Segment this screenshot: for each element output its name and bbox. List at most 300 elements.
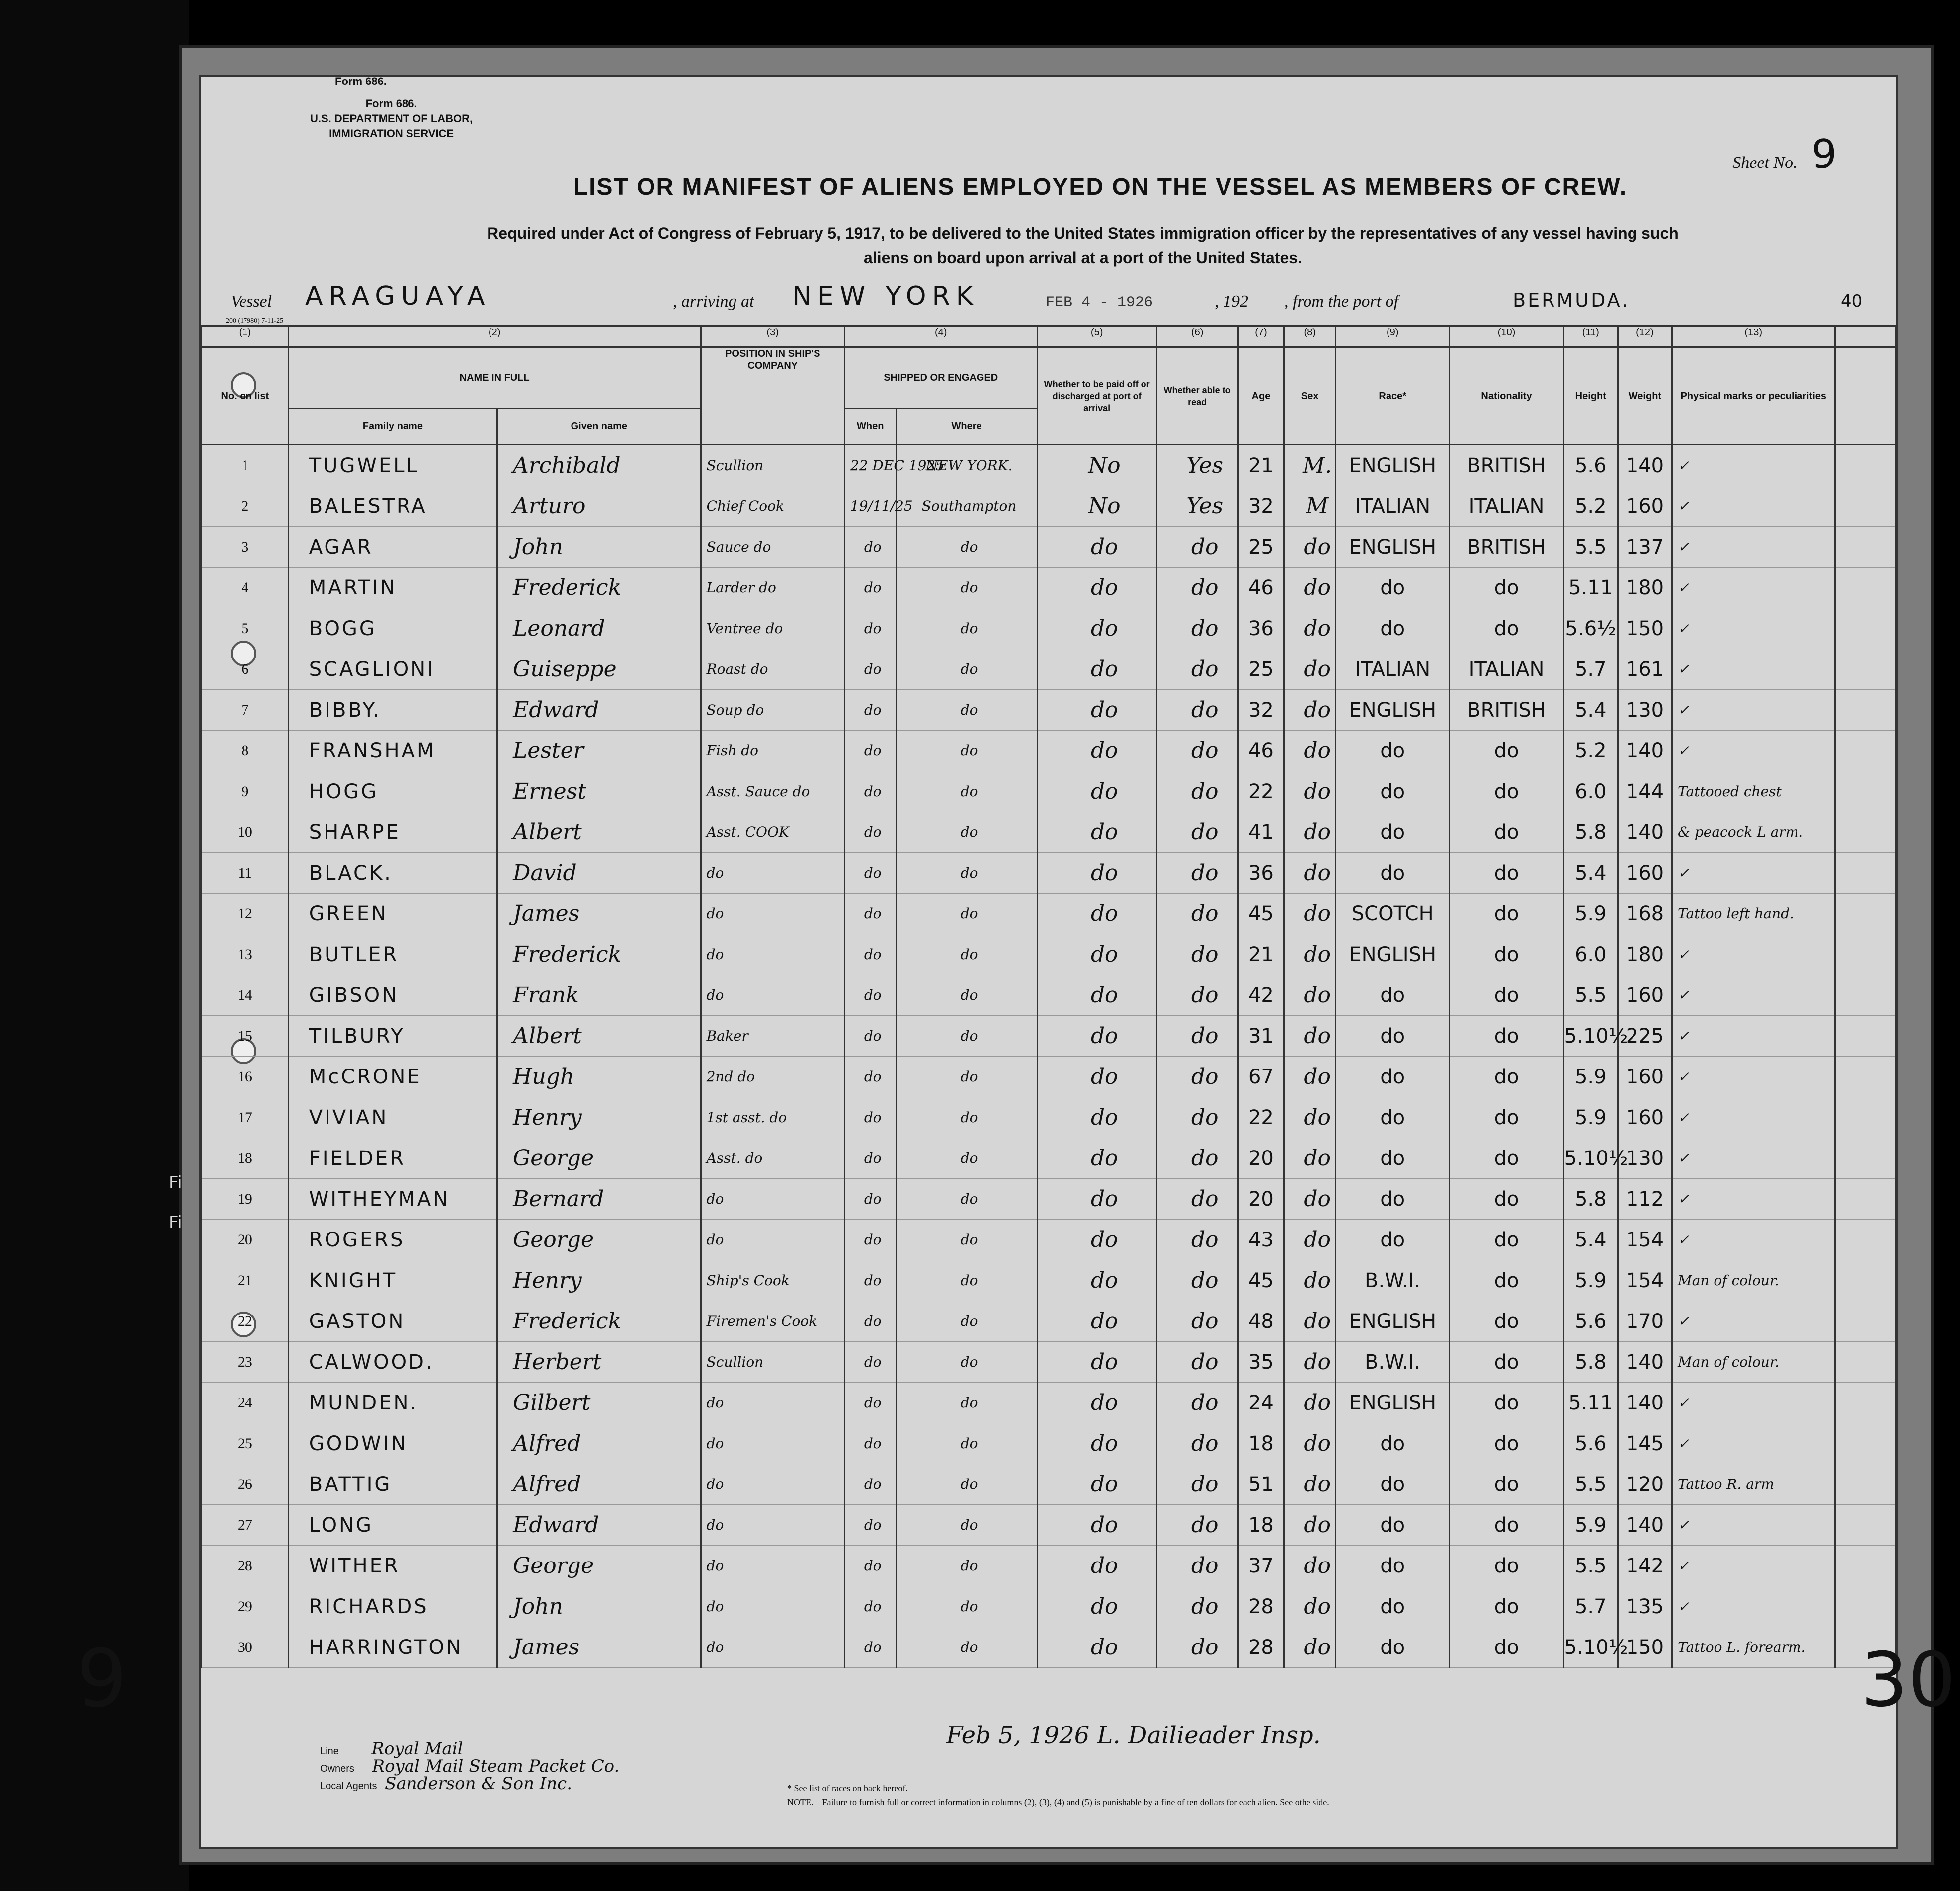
age: 20 (1238, 1179, 1284, 1220)
shipped-when: 22 DEC 1925 (844, 445, 896, 486)
able-to-read: do (1156, 1016, 1238, 1057)
able-to-read: do (1156, 1627, 1238, 1668)
position: Roast do (701, 649, 844, 690)
nationality: do (1450, 1342, 1563, 1383)
blank-cell (1835, 1016, 1895, 1057)
position: Asst. do (701, 1138, 844, 1179)
position: do (701, 1505, 844, 1546)
race: ENGLISH (1336, 445, 1450, 486)
height: 5.2 (1563, 731, 1618, 771)
race: ITALIAN (1336, 649, 1450, 690)
nationality: do (1450, 1505, 1563, 1546)
table-row (202, 445, 1896, 486)
blank-cell (1835, 853, 1895, 894)
weight: 150 (1618, 608, 1672, 649)
crew-number: 24 (202, 1383, 289, 1423)
position: 1st asst. do (701, 1097, 844, 1138)
table-row (202, 894, 1896, 934)
family-name: MARTIN (288, 568, 497, 608)
year-label: , 192 (1215, 292, 1248, 311)
family-name: HOGG (288, 771, 497, 812)
crew-number: 18 (202, 1138, 289, 1179)
age: 35 (1238, 1342, 1284, 1383)
column-number-row (202, 326, 1896, 347)
shipped-when: do (844, 812, 896, 853)
physical-marks: ✓ (1672, 1057, 1835, 1097)
shipped-when: do (844, 649, 896, 690)
weight: 161 (1618, 649, 1672, 690)
age: 18 (1238, 1505, 1284, 1546)
sex: do (1284, 1383, 1336, 1423)
nationality: BRITISH (1450, 527, 1563, 568)
nationality: do (1450, 1016, 1563, 1057)
family-name: BUTLER (288, 934, 497, 975)
table-row (202, 1220, 1896, 1260)
sheet-number-value: 9 (1811, 131, 1837, 177)
crew-table (201, 325, 1896, 1668)
physical-marks: Man of colour. (1672, 1342, 1835, 1383)
table-row (202, 1097, 1896, 1138)
given-name: Henry (497, 1260, 701, 1301)
position: do (701, 1546, 844, 1586)
given-name: Albert (497, 1016, 701, 1057)
weight: 140 (1618, 445, 1672, 486)
margin-fragment: Fi (169, 1213, 182, 1233)
sex: do (1284, 649, 1336, 690)
physical-marks: ✓ (1672, 527, 1835, 568)
able-to-read: do (1156, 853, 1238, 894)
binder-edge (0, 0, 189, 1891)
nationality: do (1450, 812, 1563, 853)
family-name: FRANSHAM (288, 731, 497, 771)
sex: do (1284, 690, 1336, 731)
table-row (202, 649, 1896, 690)
table-row (202, 1342, 1896, 1383)
age: 28 (1238, 1627, 1284, 1668)
age: 42 (1238, 975, 1284, 1016)
shipped-when: do (844, 690, 896, 731)
weight: 140 (1618, 1505, 1672, 1546)
weight: 137 (1618, 527, 1672, 568)
race: do (1336, 568, 1450, 608)
blank-cell (1835, 1220, 1895, 1260)
arrival-date-stamp: FEB 4 - 1926 (1046, 294, 1153, 311)
able-to-read: do (1156, 1423, 1238, 1464)
weight: 180 (1618, 934, 1672, 975)
crew-number: 13 (202, 934, 289, 975)
age: 36 (1238, 608, 1284, 649)
sex: do (1284, 1220, 1336, 1260)
shipped-where: do (896, 812, 1037, 853)
shipped-when: do (844, 934, 896, 975)
position: Chief Cook (701, 486, 844, 527)
given-name: Alfred (497, 1464, 701, 1505)
position: Asst. COOK (701, 812, 844, 853)
blank-cell (1835, 894, 1895, 934)
given-name: John (497, 527, 701, 568)
crew-number: 3 (202, 527, 289, 568)
table-row (202, 1546, 1896, 1586)
table-row (202, 568, 1896, 608)
nationality: BRITISH (1450, 445, 1563, 486)
shipped-where: do (896, 649, 1037, 690)
family-name: GREEN (288, 894, 497, 934)
crew-number: 25 (202, 1423, 289, 1464)
paid-off: do (1037, 1057, 1156, 1097)
position: do (701, 1627, 844, 1668)
paid-off: do (1037, 771, 1156, 812)
shipped-where: do (896, 1260, 1037, 1301)
blank-column (1835, 326, 1895, 347)
physical-marks: Tattooed chest (1672, 771, 1835, 812)
race: do (1336, 608, 1450, 649)
crew-number: 23 (202, 1342, 289, 1383)
age: 41 (1238, 812, 1284, 853)
crew-table-body (202, 445, 1896, 1668)
header-able-to-read: Whether able to read (1156, 347, 1238, 445)
nationality: do (1450, 731, 1563, 771)
height: 5.4 (1563, 690, 1618, 731)
able-to-read: do (1156, 649, 1238, 690)
height: 5.6 (1563, 445, 1618, 486)
crew-number: 17 (202, 1097, 289, 1138)
table-row (202, 608, 1896, 649)
crew-number: 4 (202, 568, 289, 608)
physical-marks: Tattoo L. forearm. (1672, 1627, 1835, 1668)
margin-fragment: Fi (169, 1173, 182, 1193)
blank-cell (1835, 1179, 1895, 1220)
vessel-line (226, 280, 1871, 325)
given-name: James (497, 1627, 701, 1668)
sex: do (1284, 934, 1336, 975)
race: do (1336, 812, 1450, 853)
race: do (1336, 1097, 1450, 1138)
subtitle-line: aliens on board upon arrival at a port of the United States. (864, 249, 1302, 267)
blank-cell (1835, 649, 1895, 690)
nationality: do (1450, 1138, 1563, 1179)
header-nationality: Nationality (1450, 347, 1563, 445)
blank-cell (1835, 486, 1895, 527)
physical-marks: ✓ (1672, 731, 1835, 771)
sex: do (1284, 527, 1336, 568)
column-number: (11) (1563, 326, 1618, 347)
shipped-when: do (844, 568, 896, 608)
shipped-where: do (896, 1423, 1037, 1464)
given-name: Guiseppe (497, 649, 701, 690)
blank-cell (1835, 1464, 1895, 1505)
crew-number: 10 (202, 812, 289, 853)
able-to-read: do (1156, 1586, 1238, 1627)
blank-cell (1835, 1260, 1895, 1301)
crew-number: 11 (202, 853, 289, 894)
physical-marks: ✓ (1672, 568, 1835, 608)
age: 37 (1238, 1546, 1284, 1586)
header-sex: Sex (1284, 347, 1336, 445)
nationality: ITALIAN (1450, 649, 1563, 690)
position: Scullion (701, 1342, 844, 1383)
given-name: James (497, 894, 701, 934)
height: 5.9 (1563, 1057, 1618, 1097)
weight: 160 (1618, 1057, 1672, 1097)
crew-number: 1 (202, 445, 289, 486)
manifest-sheet (77, 75, 1956, 1849)
age: 21 (1238, 934, 1284, 975)
blank-cell (1835, 1423, 1895, 1464)
footnote-fine: NOTE.—Failure to furnish full or correct information in columns (2), (3), (4) and (5) is punishable by a fine of ten dollars for each alien. See othe side. (787, 1797, 1329, 1807)
shipped-where: do (896, 1342, 1037, 1383)
position: Ship's Cook (701, 1260, 844, 1301)
footnote-races: * See list of races on back hereof. (787, 1783, 908, 1793)
given-name: George (497, 1546, 701, 1586)
shipped-when: do (844, 527, 896, 568)
from-label: , from the port of (1284, 292, 1399, 311)
column-number: (8) (1284, 326, 1336, 347)
age: 48 (1238, 1301, 1284, 1342)
age: 36 (1238, 853, 1284, 894)
owners-value: Royal Mail Steam Packet Co. (372, 1756, 620, 1776)
table-row (202, 934, 1896, 975)
given-name: Albert (497, 812, 701, 853)
age: 21 (1238, 445, 1284, 486)
paid-off: do (1037, 1179, 1156, 1220)
age: 67 (1238, 1057, 1284, 1097)
shipped-when: do (844, 1301, 896, 1342)
blank-cell (1835, 690, 1895, 731)
crew-number: 6 (202, 649, 289, 690)
height: 5.4 (1563, 1220, 1618, 1260)
position: do (701, 1220, 844, 1260)
shipped-where: do (896, 568, 1037, 608)
header-weight: Weight (1618, 347, 1672, 445)
crew-number: 9 (202, 771, 289, 812)
column-number: (4) (844, 326, 1037, 347)
position: Soup do (701, 690, 844, 731)
sex: do (1284, 1138, 1336, 1179)
header-position: POSITION IN SHIP'S COMPANY (701, 347, 844, 445)
height: 5.10½ (1563, 1138, 1618, 1179)
nationality: do (1450, 1097, 1563, 1138)
crew-number: 27 (202, 1505, 289, 1546)
family-name: BOGG (288, 608, 497, 649)
given-name: Frederick (497, 568, 701, 608)
shipped-when: do (844, 1546, 896, 1586)
shipped-where: do (896, 731, 1037, 771)
paid-off: do (1037, 1546, 1156, 1586)
able-to-read: do (1156, 894, 1238, 934)
nationality: do (1450, 771, 1563, 812)
family-name: GODWIN (288, 1423, 497, 1464)
height: 5.7 (1563, 1586, 1618, 1627)
page-subtitle (325, 221, 1841, 270)
race: B.W.I. (1336, 1260, 1450, 1301)
shipped-where: do (896, 1097, 1037, 1138)
shipped-when: do (844, 1423, 896, 1464)
shipped-where: do (896, 1016, 1037, 1057)
table-row (202, 1138, 1896, 1179)
weight: 160 (1618, 486, 1672, 527)
crew-number: 7 (202, 690, 289, 731)
age: 32 (1238, 690, 1284, 731)
height: 6.0 (1563, 771, 1618, 812)
race: SCOTCH (1336, 894, 1450, 934)
table-row (202, 486, 1896, 527)
paid-off: do (1037, 1464, 1156, 1505)
family-name: CALWOOD. (288, 1342, 497, 1383)
shipped-where: do (896, 1057, 1037, 1097)
nationality: BRITISH (1450, 690, 1563, 731)
family-name: HARRINGTON (288, 1627, 497, 1668)
arriving-label: , arriving at (673, 292, 754, 311)
able-to-read: do (1156, 1220, 1238, 1260)
paid-off: No (1037, 486, 1156, 527)
given-name: John (497, 1586, 701, 1627)
crew-number: 20 (202, 1220, 289, 1260)
sex: do (1284, 1301, 1336, 1342)
line-value: Royal Mail (371, 1739, 463, 1759)
table-row (202, 1505, 1896, 1546)
sex: do (1284, 853, 1336, 894)
nationality: do (1450, 1627, 1563, 1668)
crew-number: 30 (202, 1627, 289, 1668)
shipped-where: do (896, 934, 1037, 975)
paid-off: do (1037, 649, 1156, 690)
height: 5.6 (1563, 1423, 1618, 1464)
shipped-when: do (844, 771, 896, 812)
nationality: do (1450, 608, 1563, 649)
nationality: do (1450, 1383, 1563, 1423)
position: Scullion (701, 445, 844, 486)
physical-marks: ✓ (1672, 1097, 1835, 1138)
blank-cell (1835, 812, 1895, 853)
column-number: (12) (1618, 326, 1672, 347)
height: 5.9 (1563, 1260, 1618, 1301)
physical-marks: ✓ (1672, 1586, 1835, 1627)
from-port: BERMUDA. (1513, 289, 1630, 311)
family-name: BALESTRA (288, 486, 497, 527)
family-name: GASTON (288, 1301, 497, 1342)
header-when: When (844, 409, 896, 445)
shipped-when: do (844, 1505, 896, 1546)
shipped-where: do (896, 690, 1037, 731)
paid-off: do (1037, 1342, 1156, 1383)
shipped-where: do (896, 608, 1037, 649)
nationality: do (1450, 1546, 1563, 1586)
able-to-read: Yes (1156, 486, 1238, 527)
blank-cell (1835, 731, 1895, 771)
height: 5.5 (1563, 975, 1618, 1016)
height: 5.8 (1563, 1179, 1618, 1220)
sex: do (1284, 1179, 1336, 1220)
given-name: Alfred (497, 1423, 701, 1464)
crew-number: 8 (202, 731, 289, 771)
age: 28 (1238, 1586, 1284, 1627)
blank-cell (1835, 1546, 1895, 1586)
shipped-where: do (896, 853, 1037, 894)
weight: 130 (1618, 690, 1672, 731)
race: do (1336, 1138, 1450, 1179)
shipped-where: do (896, 1179, 1037, 1220)
given-name: Edward (497, 690, 701, 731)
physical-marks: ✓ (1672, 649, 1835, 690)
sex: do (1284, 1586, 1336, 1627)
table-row (202, 1464, 1896, 1505)
header-race: Race* (1336, 347, 1450, 445)
form-header-block (310, 96, 473, 141)
able-to-read: do (1156, 1260, 1238, 1301)
position: Asst. Sauce do (701, 771, 844, 812)
race: do (1336, 975, 1450, 1016)
shipped-where: do (896, 1138, 1037, 1179)
physical-marks: Tattoo R. arm (1672, 1464, 1835, 1505)
physical-marks: ✓ (1672, 1220, 1835, 1260)
shipped-where: do (896, 1586, 1037, 1627)
age: 24 (1238, 1383, 1284, 1423)
paid-off: do (1037, 853, 1156, 894)
race: ITALIAN (1336, 486, 1450, 527)
shipped-where: do (896, 771, 1037, 812)
shipped-where: do (896, 1383, 1037, 1423)
position: do (701, 894, 844, 934)
age: 22 (1238, 1097, 1284, 1138)
nationality: do (1450, 1057, 1563, 1097)
blank-cell (1835, 1342, 1895, 1383)
race: ENGLISH (1336, 1301, 1450, 1342)
physical-marks: ✓ (1672, 608, 1835, 649)
paid-off: do (1037, 1138, 1156, 1179)
given-name: Frederick (497, 934, 701, 975)
page-mark: 40 (1841, 291, 1863, 311)
page-title: LIST OR MANIFEST OF ALIENS EMPLOYED ON THE VESSEL AS MEMBERS OF CREW. (573, 174, 1628, 200)
weight: 160 (1618, 975, 1672, 1016)
paid-off: do (1037, 1016, 1156, 1057)
shipped-where: do (896, 527, 1037, 568)
nationality: do (1450, 934, 1563, 975)
family-name: VIVIAN (288, 1097, 497, 1138)
crew-number: 16 (202, 1057, 289, 1097)
shipped-when: 19/11/25 (844, 486, 896, 527)
race: ENGLISH (1336, 527, 1450, 568)
age: 32 (1238, 486, 1284, 527)
weight: 160 (1618, 1097, 1672, 1138)
sex: do (1284, 1464, 1336, 1505)
shipped-where: do (896, 1220, 1037, 1260)
paid-off: do (1037, 1301, 1156, 1342)
table-row (202, 1423, 1896, 1464)
nationality: do (1450, 1423, 1563, 1464)
race: do (1336, 1546, 1450, 1586)
position: Sauce do (701, 527, 844, 568)
sex: do (1284, 1505, 1336, 1546)
blank-cell (1835, 934, 1895, 975)
able-to-read: do (1156, 1138, 1238, 1179)
print-code: 200 (17980) 7-11-25 (226, 317, 284, 325)
able-to-read: do (1156, 771, 1238, 812)
age: 18 (1238, 1423, 1284, 1464)
nationality: do (1450, 894, 1563, 934)
nationality: do (1450, 1464, 1563, 1505)
table-row (202, 1627, 1896, 1668)
shipped-when: do (844, 608, 896, 649)
position: Larder do (701, 568, 844, 608)
able-to-read: do (1156, 975, 1238, 1016)
shipped-when: do (844, 894, 896, 934)
race: ENGLISH (1336, 934, 1450, 975)
race: ENGLISH (1336, 1383, 1450, 1423)
age: 45 (1238, 894, 1284, 934)
column-number: (3) (701, 326, 844, 347)
blank-cell (1835, 445, 1895, 486)
family-name: SHARPE (288, 812, 497, 853)
